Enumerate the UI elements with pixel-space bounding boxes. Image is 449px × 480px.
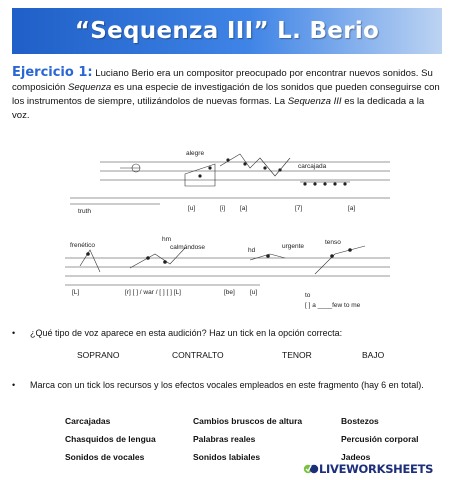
intro-work-2: Sequenza III (287, 96, 342, 107)
effect-option[interactable]: Jadeos (341, 452, 371, 462)
question-2-text: Marca con un tick los recursos y los efectos vocales empleados en este fragmento (hay 6 en total). (30, 380, 424, 390)
effect-option[interactable]: Sonidos labiales (193, 452, 261, 462)
score-annotation: truth (78, 208, 92, 215)
score-annotation: calmándose (170, 244, 206, 251)
effect-option[interactable]: Percusión corporal (341, 434, 419, 444)
score-annotation: frenético (70, 242, 95, 249)
liveworksheets-logo (303, 461, 447, 477)
option-bajo[interactable]: BAJO (362, 350, 385, 360)
score-annotation: tenso (325, 239, 341, 246)
effect-option[interactable]: Palabras reales (193, 434, 256, 444)
question-2 (12, 380, 424, 390)
score-annotation: [i] (220, 205, 226, 212)
option-tenor[interactable]: TENOR (282, 350, 312, 360)
score-annotation: [u] (188, 205, 196, 212)
question-1-text: ¿Qué tipo de voz aparece en esta audición? Haz un tick en la opción correcta: (30, 328, 343, 338)
intro-work: Sequenza (68, 82, 112, 93)
exercise-label: Ejercicio 1: (12, 65, 93, 80)
score-annotation: carcajada (298, 163, 327, 170)
intro-text-1: Luciano Berio era un compositor preocupado por encontrar nuevos sonidos. Su composición (12, 68, 433, 93)
score-annotation: [a] (240, 205, 248, 212)
bullet: • (12, 328, 16, 338)
effect-option[interactable]: Sonidos de vocales (65, 452, 145, 462)
intro-text-2: es una especie de investigación de los sonidos que pueden conseguirse con los instrumentos de siempre, utilizándolos de nuevas formas. La (12, 82, 440, 107)
score-annotation: [r] [ ] / war / [ ] [ ] [L] (125, 289, 181, 296)
question-1 (12, 328, 342, 338)
score-annotation: [a] (348, 205, 356, 212)
score-annotation: urgente (282, 243, 305, 250)
effect-option[interactable]: Chasquidos de lengua (65, 434, 156, 444)
score-annotation: [ ] a ____few to me (305, 302, 361, 309)
effect-option[interactable]: Bostezos (341, 416, 379, 426)
score-annotation: [7] (295, 205, 303, 212)
score-annotation: [u] (250, 289, 258, 296)
intro-text-3: es la dedicada a la voz. (12, 96, 425, 121)
option-soprano[interactable]: SOPRANO (77, 350, 120, 360)
liveworksheets-logo-icon (303, 462, 319, 476)
score-annotation: to (305, 292, 311, 299)
title-banner (12, 8, 442, 54)
score-annotation: alegre (186, 150, 205, 157)
effect-option[interactable]: Carcajadas (65, 416, 111, 426)
score-annotation: hd (248, 247, 256, 254)
music-score (60, 146, 390, 318)
logo-text: LIVEWORKSHEETS (319, 462, 434, 476)
page-title: “Sequenza III” L. Berio (74, 18, 380, 44)
score-annotation: [be] (224, 289, 235, 296)
score-annotation: [L] (72, 289, 80, 296)
score-graphic (60, 146, 390, 318)
option-contralto[interactable]: CONTRALTO (172, 350, 224, 360)
effect-option[interactable]: Cambios bruscos de altura (193, 416, 303, 426)
exercise-intro (12, 66, 440, 123)
score-annotation: hm (162, 236, 172, 243)
bullet: • (12, 380, 16, 390)
